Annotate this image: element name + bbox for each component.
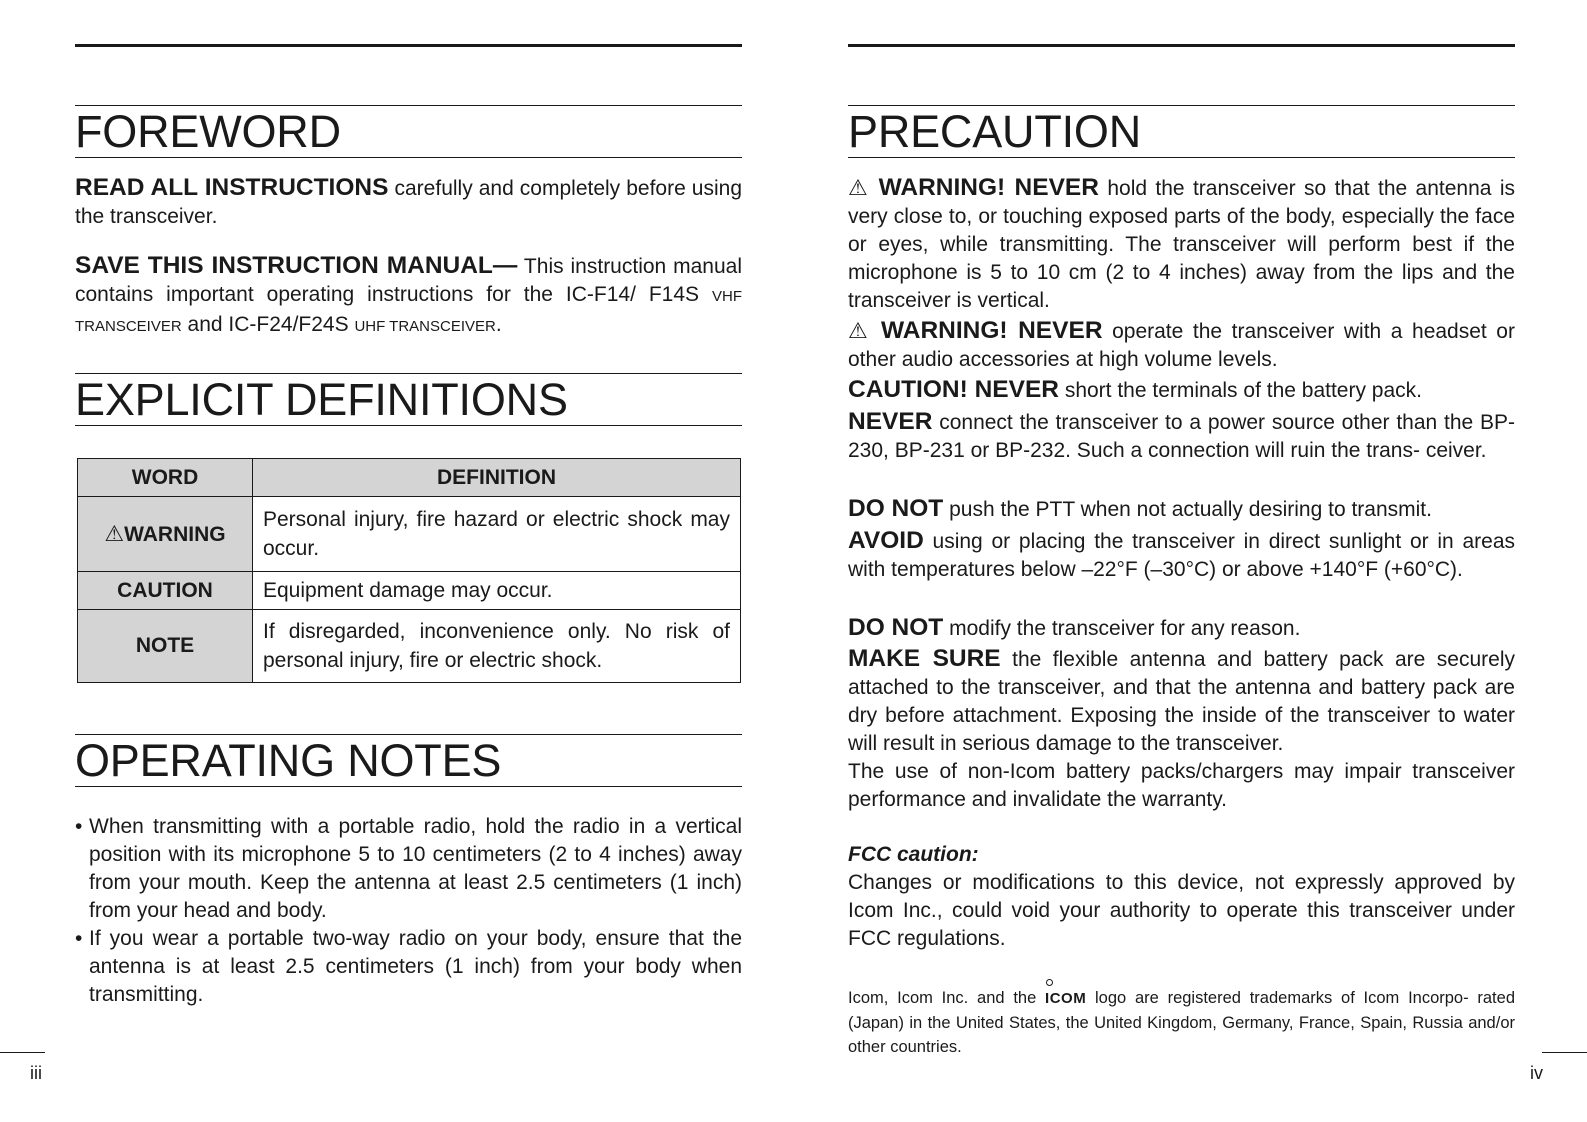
precaution-bold: CAUTION! NEVER xyxy=(848,376,1059,403)
table-row xyxy=(78,497,741,572)
precaution-item xyxy=(848,317,1515,374)
precaution-item xyxy=(848,645,1515,758)
warning-definition: Personal injury, fire hazard or electric shock may occur. xyxy=(253,497,741,572)
foreword-header xyxy=(75,105,742,158)
precaution-bold: AVOID xyxy=(848,527,924,554)
precaution-text: connect the transceiver to a power source other than the BP-230, BP-231 or BP-232. Such a connection will ruin the trans- ceiver. xyxy=(848,411,1515,462)
left-page-number: iii xyxy=(30,1063,42,1083)
bullet-icon: • xyxy=(75,815,83,838)
icom-logo xyxy=(1045,987,1086,1011)
word-column-header: WORD xyxy=(78,459,253,497)
save-manual-text-1: This instruction manual contains important operating instructions for the IC-F14/ F14S xyxy=(75,255,742,306)
precaution-bold: DO NOT xyxy=(848,495,944,522)
precaution-text: using or placing the transceiver in direct sunlight or in areas with temperatures below –22°F (–30°C) or above +140°F (+60°C). xyxy=(848,530,1515,581)
definitions-header-row xyxy=(78,459,741,497)
foreword-save-manual xyxy=(75,252,742,341)
precaution-item xyxy=(848,408,1515,465)
definitions-header xyxy=(75,373,742,426)
precaution-bold: DO NOT xyxy=(848,614,944,641)
bullet-icon: • xyxy=(75,927,83,950)
read-all-instructions-bold: READ ALL INSTRUCTIONS xyxy=(75,174,389,201)
uhf-transceiver-label: UHF TRANSCEIVER xyxy=(354,318,496,335)
precaution-text: the flexible antenna and battery pack are securely attached to the transceiver, and that the antenna and battery pack are dry before attachment. Exposing the inside of the transceiver to water will result in serious damage to the transceiver. xyxy=(848,648,1516,755)
right-footer-rule xyxy=(1542,1052,1587,1053)
list-item xyxy=(75,925,742,1009)
table-row xyxy=(78,610,741,683)
save-manual-text-3: . xyxy=(495,313,502,336)
warning-triangle-icon: ⚠ xyxy=(848,318,872,343)
warning-word: WARNING xyxy=(124,523,226,546)
list-item xyxy=(75,813,742,925)
precaution-bold: NEVER xyxy=(848,408,933,435)
operating-notes-list xyxy=(75,813,742,1009)
trademark-text-before: Icom, Icom Inc. and the xyxy=(848,989,1046,1007)
warning-triangle-icon: ⚠ xyxy=(104,521,125,546)
precaution-bold: WARNING! NEVER xyxy=(881,317,1103,344)
icom-logo-text: ICOM xyxy=(1045,990,1087,1007)
definition-column-header: DEFINITION xyxy=(253,459,741,497)
precaution-bold: MAKE SURE xyxy=(848,645,1001,672)
definitions-table xyxy=(77,458,741,683)
table-row xyxy=(78,572,741,610)
precaution-item xyxy=(848,376,1515,405)
precaution-item xyxy=(848,614,1515,643)
save-manual-text-2: and IC-F24/F24S xyxy=(181,313,355,336)
top-rule xyxy=(75,44,742,47)
foreword-read-instructions xyxy=(75,174,742,231)
precaution-title: PRECAUTION xyxy=(848,106,1142,157)
precaution-header xyxy=(848,105,1515,158)
trademark-notice xyxy=(848,986,1515,1059)
operating-note-text: When transmitting with a portable radio, hold the radio in a vertical position with its microphone 5 to 10 centimeters (2 to 4 inches) away from your mouth. Keep the antenna at least 2.5 centimeters (1 inch) from your head and body. xyxy=(89,815,742,922)
definitions-title: EXPLICIT DEFINITIONS xyxy=(75,374,568,425)
left-footer-rule xyxy=(0,1052,45,1053)
top-rule xyxy=(848,44,1515,47)
save-manual-bold: SAVE THIS INSTRUCTION MANUAL— xyxy=(75,252,518,279)
precaution-text: operate the transceiver with a headset or other audio accessories at high volume levels. xyxy=(848,320,1515,371)
non-icom-battery-note: The use of non-Icom battery packs/chargers may impair transceiver performance and invalidate the warranty. xyxy=(848,760,1515,811)
warning-word-cell xyxy=(78,497,253,572)
fcc-caution-heading: FCC caution: xyxy=(848,843,979,866)
note-definition: If disregarded, inconvenience only. No risk of personal injury, fire or electric shock. xyxy=(253,610,741,683)
precaution-item xyxy=(848,495,1515,524)
fcc-caution-text: Changes or modifications to this device, not expressly approved by Icom Inc., could void your authority to operate this transceiver under FCC regulations. xyxy=(848,871,1515,950)
operating-note-text: If you wear a portable two-way radio on your body, ensure that the antenna is at least 2.5 centimeters (1 inch) from your body when transmitting. xyxy=(89,927,742,1006)
read-all-instructions-text: carefully and completely before using the transceiver. xyxy=(75,177,743,228)
caution-word: CAUTION xyxy=(78,572,253,610)
warning-triangle-icon: ⚠ xyxy=(848,175,871,200)
precaution-text: hold the transceiver so that the antenna is very close to, or touching exposed parts of the body, especially the face or eyes, while transmitting. The transceiver will perform best if the microphone is 5 to 10 cm (2 to 4 inches) away from the lips and the transceiver is vertical. xyxy=(848,177,1515,312)
icom-logo-ring-icon xyxy=(1046,979,1053,986)
note-word: NOTE xyxy=(78,610,253,683)
foreword-title: FOREWORD xyxy=(75,106,341,157)
caution-definition: Equipment damage may occur. xyxy=(253,572,741,610)
right-page-number: iv xyxy=(1530,1063,1543,1083)
precaution-text: modify the transceiver for any reason. xyxy=(943,617,1301,640)
precaution-text: push the PTT when not actually desiring to transmit. xyxy=(943,498,1432,521)
precaution-bold: WARNING! NEVER xyxy=(878,174,1099,201)
operating-notes-header xyxy=(75,734,742,787)
precaution-item xyxy=(848,527,1515,584)
operating-notes-title: OPERATING NOTES xyxy=(75,735,502,786)
precaution-text: short the terminals of the battery pack. xyxy=(1058,379,1422,402)
vhf-transceiver-label: VHF TRANSCEIVER xyxy=(75,288,742,335)
precaution-item xyxy=(848,174,1515,315)
trademark-text-after: logo are registered trademarks of Icom Incorpo- rated (Japan) in the United States, the United Kingdom, Germany, France, Spain, Russia and/or other countries. xyxy=(848,989,1515,1056)
